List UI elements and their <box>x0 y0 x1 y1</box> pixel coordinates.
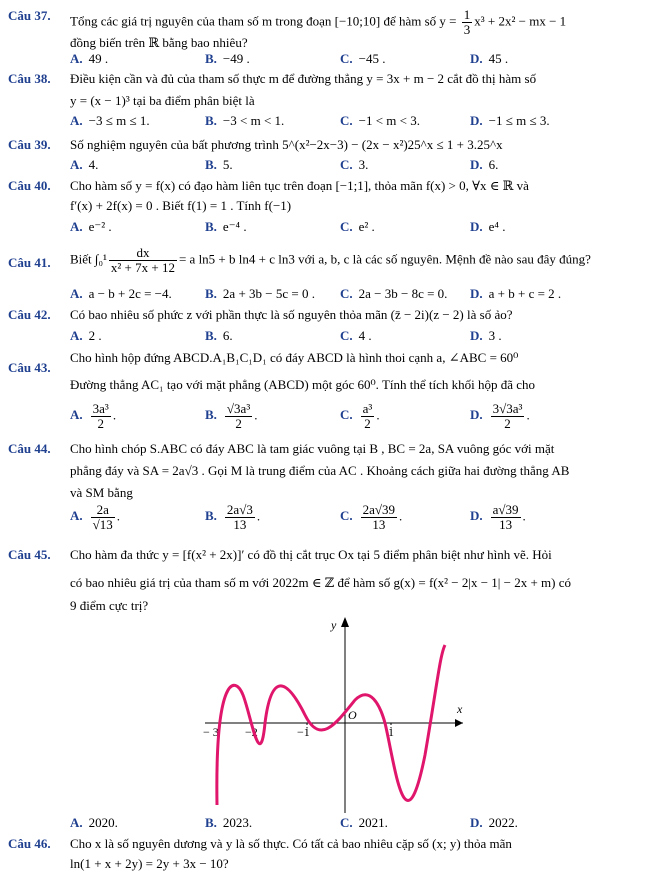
tick-label-minus-3: − 3 <box>203 725 219 739</box>
question-text-line2: đồng biến trên ℝ bằng bao nhiêu? <box>70 35 248 50</box>
question-text: Cho hàm số y = f(x) có đạo hàm liên tục trên đoạn [−1;1], thỏa mãn f(x) > 0, ∀x ∈ ℝ và <box>70 178 529 193</box>
question-number: Câu 37. <box>8 8 51 23</box>
question-text: Số nghiệm nguyên của bất phương trình 5^(x²−2x−3) − (2x − x²)25^x ≤ 1 + 3.25^x <box>70 137 503 152</box>
function-graph <box>205 615 465 815</box>
option-a: A. 4. <box>70 157 99 172</box>
question-number: Câu 38. <box>8 71 51 86</box>
tick-label-1: 1 <box>388 725 394 739</box>
option-a: A. 49 . <box>70 51 109 66</box>
option-a: A. $\frac{\text{3a³}}{2}$ . <box>70 401 117 431</box>
question-number: Câu 46. <box>8 836 51 851</box>
option-d: D. a + b + c = 2 . <box>470 286 562 301</box>
question-text-line3: 9 điểm cực trị? <box>70 598 149 613</box>
option-c: C. 3. <box>340 157 369 172</box>
question-number: Câu 43. <box>8 360 51 375</box>
x-axis-arrow <box>455 719 463 727</box>
question-number: Câu 41. <box>8 255 51 270</box>
option-d: D. $\frac{a√39}{13}$ . <box>470 502 526 532</box>
option-c: C. $\frac{\text{a³}}{2}$ . <box>340 401 380 431</box>
question-text: Điều kiện cần và đủ của tham số thực m để đường thẳng y = 3x + m − 2 cắt đồ thị hàm số <box>70 71 537 86</box>
option-c: C. 2a − 3b − 8c = 0. <box>340 286 448 301</box>
option-b: B. 2a + 3b − 5c = 0 . <box>205 286 315 301</box>
question-text-line2: y = (x − 1)³ tại ba điểm phân biệt là <box>70 93 255 108</box>
option-d: D. −1 ≤ m ≤ 3. <box>470 113 550 128</box>
question-text-line2: có bao nhiêu giá trị của tham số m với 2022m ∈ ℤ để hàm số g(x) = f(x² − 2|x − 1| − 2x + m) có <box>70 575 572 590</box>
question-text: Cho hàm đa thức y = [f(x² + 2x)]′ có đồ thị cắt trục Ox tại 5 điểm phân biệt như hình vẽ. Hỏi <box>70 547 552 562</box>
question-text-line3: và SM bằng <box>70 485 133 500</box>
y-axis-label: y <box>331 618 337 632</box>
option-c: C. 2021. <box>340 815 388 830</box>
question-text: Có bao nhiêu số phức z với phần thực là số nguyên thỏa mãn (z̄ − 2i)(z − 2) là số ảo? <box>70 307 513 322</box>
option-c: C. $\frac{2a√39}{13}$ . <box>340 502 403 532</box>
question-number: Câu 42. <box>8 307 51 322</box>
option-d: D. 3 . <box>470 328 502 343</box>
option-a: A. 2020. <box>70 815 118 830</box>
question-text: Tổng các giá trị nguyên của tham số m trong đoạn [−10;10] để hàm số y = $\frac{1}{3}$ x³ + 2x² − mx − 1 <box>70 7 567 37</box>
y-axis-arrow <box>341 617 349 627</box>
option-b: B. −3 < m < 1. <box>205 113 285 128</box>
question-text-line2: Đường thẳng AC₁ tạo với mặt phẳng (ABCD) một góc 60⁰. Tính thể tích khối hộp đã cho <box>70 377 536 392</box>
option-d: D. $\frac{\text{3√3a³}}{2}$ . <box>470 401 530 431</box>
question-text-line2: phẳng đáy và SA = 2a√3 . Gọi M là trung điểm của AC . Khoảng cách giữa hai đường thẳng AB <box>70 463 570 478</box>
question-number: Câu 40. <box>8 178 51 193</box>
option-a: A. a − b + 2c = −4. <box>70 286 172 301</box>
option-b: B. $\frac{\text{√3a³}}{2}$ . <box>205 401 258 431</box>
question-text: Biết ∫₀¹ $\frac{dx}{\text{x² + 7x + 12}}$ = a ln5 + b ln4 + c ln3 với a, b, c là các số nguyên. Mệnh đề nào sau đây đúng? <box>70 245 591 275</box>
option-b: B. 5. <box>205 157 233 172</box>
x-axis-label: x <box>457 702 463 716</box>
option-a: A. e⁻² . <box>70 219 112 234</box>
question-number: Câu 39. <box>8 137 51 152</box>
option-a: A. $\frac{2a}{√13}$ . <box>70 502 121 532</box>
option-b: B. 6. <box>205 328 233 343</box>
option-c: C. −1 < m < 3. <box>340 113 420 128</box>
question-number: Câu 45. <box>8 547 51 562</box>
tick-label-minus-2: −2 <box>245 725 258 739</box>
option-b: B. 2023. <box>205 815 253 830</box>
question-text-line2: ln(1 + x + 2y) = 2y + 3x − 10? <box>70 856 229 871</box>
option-c: C. −45 . <box>340 51 386 66</box>
origin-label: O <box>348 708 357 722</box>
option-d: D. e⁴ . <box>470 219 506 234</box>
option-a: A. −3 ≤ m ≤ 1. <box>70 113 150 128</box>
question-text: Cho hình hộp đứng ABCD.A₁B₁C₁D₁ có đáy ABCD là hình thoi cạnh a, ∠ABC = 60⁰ <box>70 350 519 365</box>
option-b: B. e⁻⁴ . <box>205 219 247 234</box>
question-text: Cho hình chóp S.ABC có đáy ABC là tam giác vuông tại B , BC = 2a, SA vuông góc với mặt <box>70 441 555 456</box>
option-a: A. 2 . <box>70 328 102 343</box>
function-curve <box>217 645 445 805</box>
question-number: Câu 44. <box>8 441 51 456</box>
option-d: D. 6. <box>470 157 499 172</box>
option-c: C. 4 . <box>340 328 372 343</box>
option-b: B. $\frac{2a√3}{13}$ . <box>205 502 261 532</box>
option-d: D. 2022. <box>470 815 518 830</box>
option-b: B. −49 . <box>205 51 250 66</box>
question-text-line2: f′(x) + 2f(x) = 0 . Biết f(1) = 1 . Tính f(−1) <box>70 198 292 213</box>
option-c: C. e² . <box>340 219 375 234</box>
tick-label-minus-1: −1 <box>297 725 310 739</box>
option-d: D. 45 . <box>470 51 509 66</box>
question-text: Cho x là số nguyên dương và y là số thực. Có tất cả bao nhiêu cặp số (x; y) thỏa mãn <box>70 836 512 851</box>
